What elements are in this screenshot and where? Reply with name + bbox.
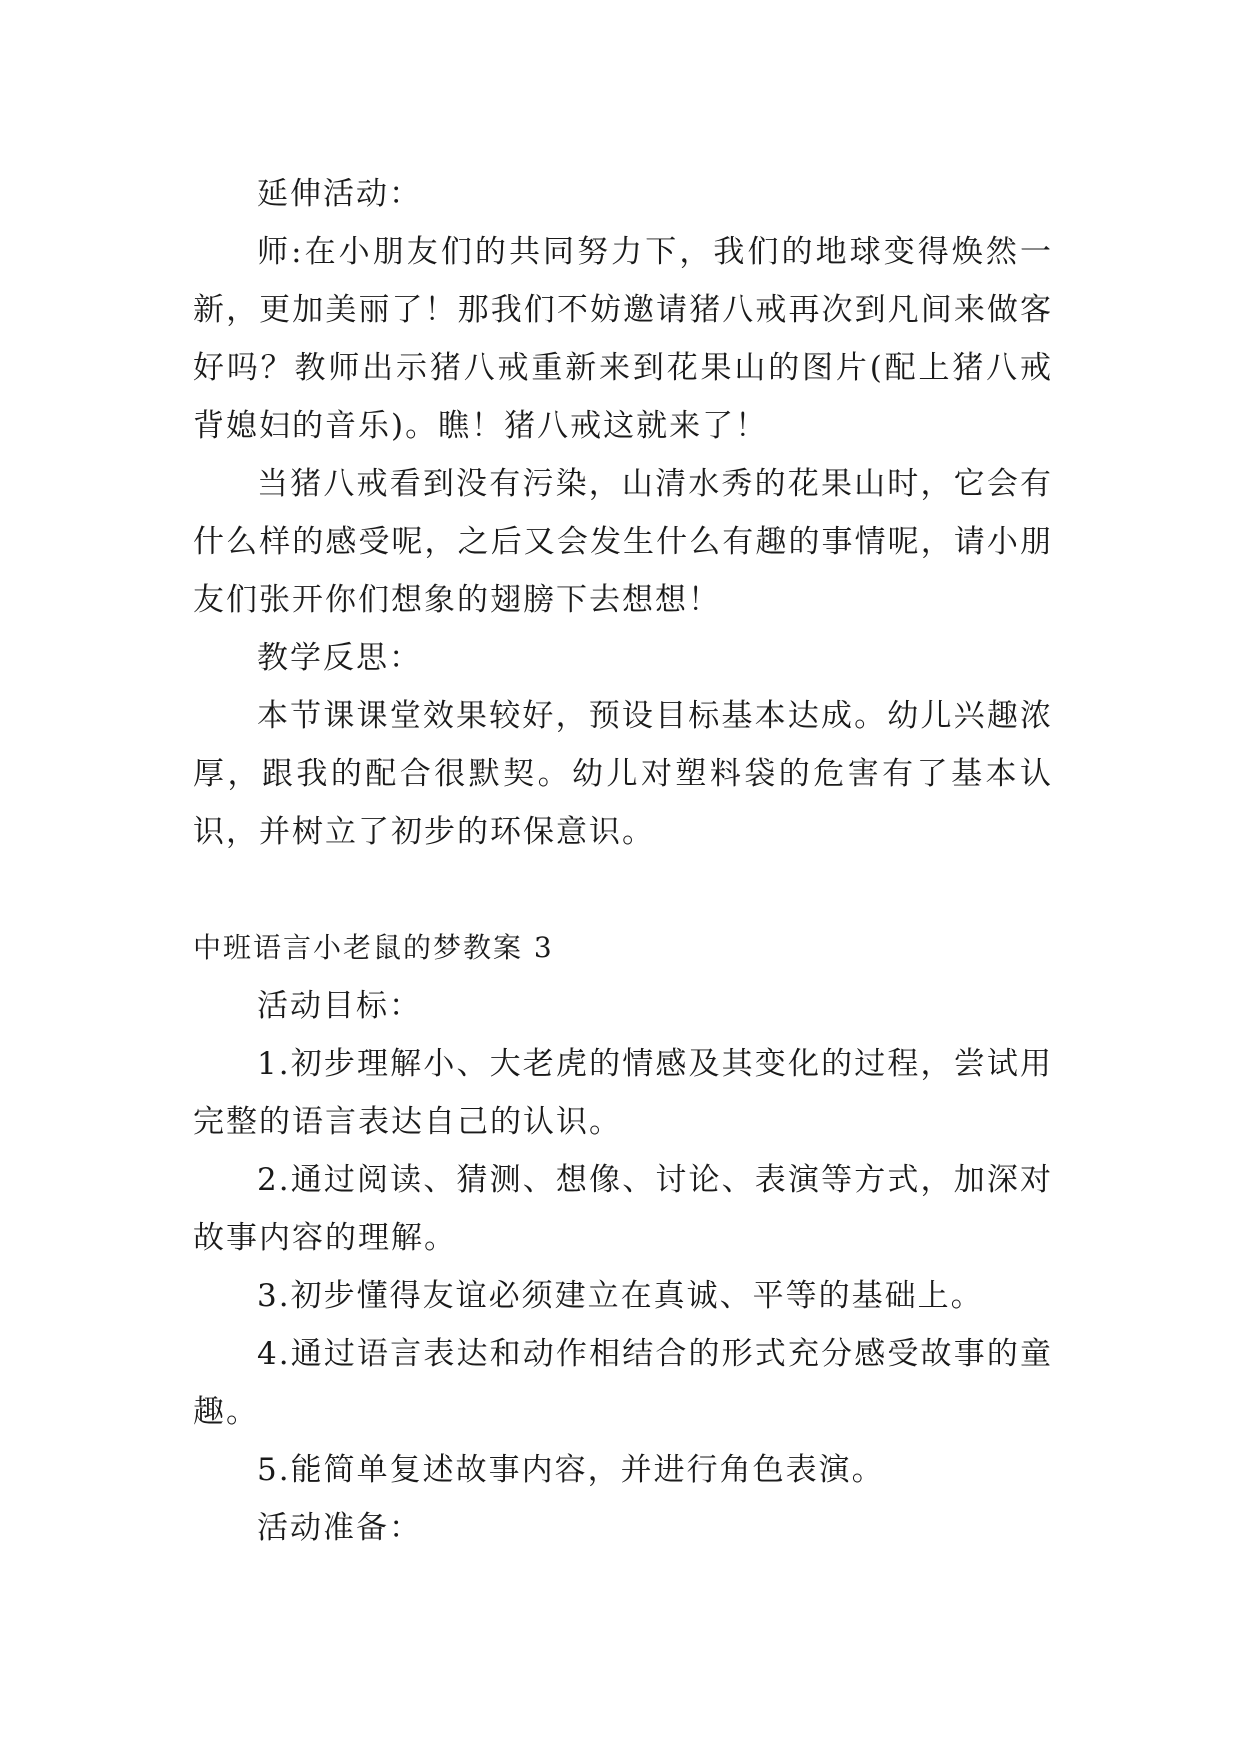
paragraph-reflection-heading: 教学反思：: [257, 640, 422, 676]
list-item-goal-1: 1.初步理解小、大老虎的情感及其变化的过程，尝试用完整的语言表达自己的认识。: [193, 1046, 1053, 1140]
section-title: 中班语言小老鼠的梦教案 3: [193, 931, 554, 964]
paragraph-reflection-text: 本节课课堂效果较好，预设目标基本达成。幼儿兴趣浓厚，跟我的配合很默契。幼儿对塑料袋的危害有了基本认识，并树立了初步的环保意识。: [193, 698, 1053, 850]
section-spacer: [193, 861, 1053, 919]
document-body: [193, 165, 1053, 1557]
list-item-goal-3: 3.初步懂得友谊必须建立在真诚、平等的基础上。: [257, 1278, 984, 1314]
list-item-goal-5: 5.能简单复述故事内容，并进行角色表演。: [257, 1452, 885, 1488]
paragraph-preparation-heading: 活动准备：: [257, 1510, 422, 1546]
list-item-goal-2: 2.通过阅读、猜测、想像、讨论、表演等方式，加深对故事内容的理解。: [193, 1162, 1053, 1256]
paragraph-imagination-prompt: 当猪八戒看到没有污染，山清水秀的花果山时，它会有什么样的感受呢，之后又会发生什么有趣的事情呢，请小朋友们张开你们想象的翅膀下去想想！: [193, 466, 1053, 618]
paragraph-teacher-dialogue: 师:在小朋友们的共同努力下，我们的地球变得焕然一新，更加美丽了！那我们不妨邀请猪八戒再次到凡间来做客好吗？教师出示猪八戒重新来到花果山的图片(配上猪八戒背媳妇的音乐)。瞧！猪八戒这就来了！: [193, 234, 1053, 444]
list-item-goal-4: 4.通过语言表达和动作相结合的形式充分感受故事的童趣。: [193, 1336, 1053, 1430]
paragraph-extension-heading: 延伸活动：: [257, 176, 422, 212]
paragraph-goals-heading: 活动目标：: [257, 988, 422, 1024]
